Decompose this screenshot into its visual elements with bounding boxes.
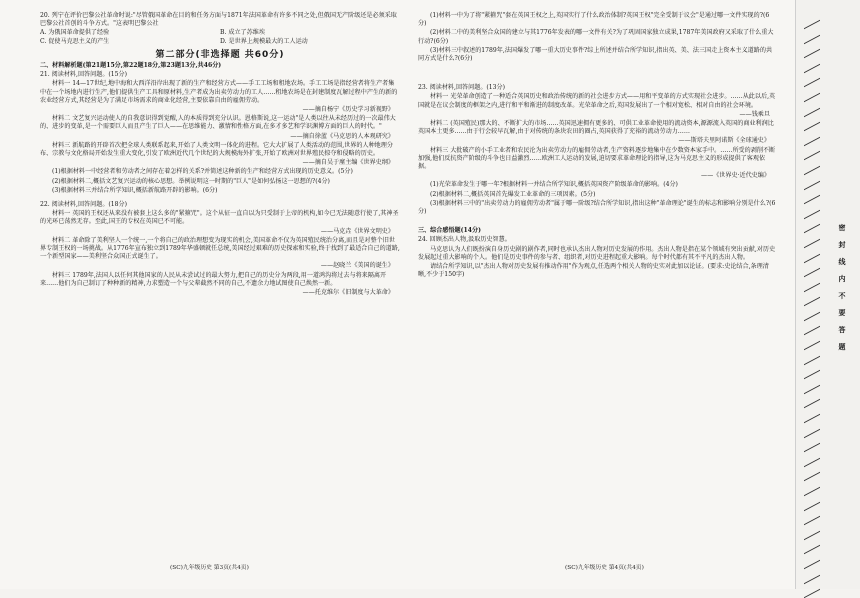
q22-material2-source: ——赵晓兰《美国的诞生》 bbox=[320, 262, 394, 270]
binding-char: 不 bbox=[838, 292, 846, 300]
q21-material1: 材料一 14—17世纪,地中海和大西洋沿岸出现了新的生产和经营方式——手工工场和租地农场。手工工场是指经营者将生产者集中在一个场地内进行生产,他们提供生产工具和原材料,生产者成为出卖劳动力的工人……租地农场是在封建制度瓦解过程中产生的新的农业经营方式,其经营是为了满足市场需求的商业化经营,主要依靠自由的雇佣劳动。 bbox=[40, 80, 398, 104]
left-column bbox=[40, 12, 400, 298]
q21-question1: (1)根据材料一中经营者和劳动者之间存在着怎样的关系?并简述这种新的生产和经营方式出现的历史意义。(5分) bbox=[52, 168, 353, 176]
q22-material2: 材料二 革命除了美利坚人一个统一,一个将自己的政治理想变为现实的机会,美国革命不仅为英国殖民统治分离,而且是对整个旧世界专制王权的一场挑战。从1776年宣布独立到1789年华盛顿就任总统,美国经过艰难的历史探索和实验,终于找到了最适合自己的道路,一个新型国家——美利坚合众国正式诞生了。 bbox=[40, 236, 400, 261]
section3-heading: 三、综合感悟题(14分) bbox=[418, 227, 481, 235]
section2-heading: 二、材料解析题(第21题15分,第22题18分,第23题13分,共46分) bbox=[40, 62, 222, 70]
q23-material3-source: ——《世界史·近代史编》 bbox=[701, 172, 770, 180]
binding-char: 线 bbox=[838, 258, 846, 266]
q20-option-a: A. 为俄国革命提供了经验 bbox=[40, 29, 110, 37]
q22-material3-source: ——托克维尔《旧制度与大革命》 bbox=[302, 289, 394, 297]
q23-material2-source: ——斯塔夫里阿诺斯《全球通史》 bbox=[678, 137, 770, 145]
q20-option-b: B. 成立了苏维埃 bbox=[220, 29, 265, 37]
q21-question2: (2)根据材料二,概括文艺复兴运动的核心思想。举例说明这一时期的"巨人"是如何弘扬这一思想的?(4分) bbox=[52, 177, 330, 185]
q23-question2: (2)根据材料二,概括英国首先爆发工业革命的三项因素。(5分) bbox=[430, 190, 596, 198]
q22-question1: (1)材料一中为了将"紧箍咒"套在英国王权之上,英国实行了什么政治体制?英国王权"完全受制于议会"是通过哪一文件实现的?(6分) bbox=[418, 12, 770, 28]
binding-char: 密 bbox=[838, 224, 846, 232]
q22-stem: 22. 阅读材料,回答问题。(18分) bbox=[40, 201, 128, 209]
q21-question3: (3)根据材料三并结合所学知识,概括新航路开辟的影响。(6分) bbox=[52, 186, 218, 194]
q23-material1: 材料一 光荣革命创造了一种适合英国历史和政治传统的新的社会进步方式——用和平变革的方式实现社会进步。……从此以后,英国就是在议会制度的框架之内,进行和平和渐进的制度改革。光荣革命之后,英国发展出了一个相对宽松、相对自由的社会环境。 bbox=[418, 93, 776, 109]
q24-task: 请结合所学知识,以"杰出人物对历史发展有推动作用"作为观点,任选两个相关人物的史实对此加以论证。(要求:史论结合,条理清晰,不少于150字) bbox=[418, 263, 769, 279]
q24-text: 马克思认为人们既扮演自身历史剧的剧作者,同时也承认杰出人物对历史发展的作用。杰出人物是指在某个领域有突出贡献,对历史发展起过重大影响的个人。他们是历史事件的参与者、组织者,对历史进程起重大影响。每个时代都有其不平凡的杰出人物。 bbox=[418, 245, 776, 261]
q20-options bbox=[40, 29, 400, 45]
q22-material3: 材料三 1789年,法国人以任何其他国家的人民从未尝试过的最大努力,把自己的历史分为两段,用一道鸿沟将过去与将来隔离开来……他们为自己制订了种种新的精神,力求塑造一个与父辈截然不同的自己,不遗余力地试图使自己焕然一新。 bbox=[40, 271, 387, 287]
binding-warning bbox=[836, 220, 848, 356]
q23-question1: (1)光荣革命发生于哪一年?根据材料一并结合所学知识,概括英国资产阶级革命的影响。(4分) bbox=[430, 181, 678, 189]
binding-char: 题 bbox=[838, 343, 846, 351]
q21-material2-source: ——摘自徐蓝《马克思的人本观研究》 bbox=[290, 132, 394, 140]
binding-char: 内 bbox=[838, 275, 846, 283]
q23-question3: (3)根据材料三中的"出卖劳动力的雇佣劳动者"属于哪一阶级?结合所学知识,指出这种"革命理论"诞生的标志和影响分别是什么?(6分) bbox=[418, 199, 776, 216]
page-footer-right: (SC)九年级历史 第4页(共4页) bbox=[565, 565, 644, 571]
binding-char: 答 bbox=[838, 326, 846, 334]
binding-char: 要 bbox=[838, 309, 846, 317]
page-footer-left: (SC)九年级历史 第3页(共4页) bbox=[170, 565, 249, 571]
q23-material1-source: ——钱乘旦 bbox=[739, 110, 770, 118]
q21-material2: 材料二 文艺复兴运动使人的自我意识得到觉醒,人的本质得到充分认识。恩格斯说,这一运动"是人类以往从未经历过的一次最伟大的、进步的变革,是一个需要巨人而且产生了巨人——在思维能力、激情和性格方面,在多才多艺和学识渊博方面的巨人的时代。" bbox=[40, 115, 396, 131]
binding-margin bbox=[795, 0, 860, 589]
q20-option-c: C. 促使马克思主义的产生 bbox=[40, 37, 110, 45]
q22-question3: (3)材料三中叙述的1789年,法国爆发了哪一重大历史事件?综上所述并结合所学知识,指出英、美、法三国走上资本主义道路的共同方式是什么?(6分) bbox=[418, 46, 773, 63]
q22-material1: 材料一 英国的王权还从来没有被套上这么多的"紧箍咒"。这个从征一直自以为只受制于上帝的机构,如今已无法随意行使了,其神圣的光环已荡然无存。至此,国王的专权在英国已不可能。 bbox=[40, 210, 399, 226]
q23-stem: 23. 阅读材料,回答问题。(13分) bbox=[418, 84, 506, 92]
q24-stem: 24. 回顾杰出人物,汲取历史智慧。 bbox=[418, 236, 511, 244]
q23-material3: 材料三 大批破产的小手工业者和农民沦为出卖劳动力的雇佣劳动者,生产资料逐步地集中在少数资本家手中。……所受的剥削不断加强,他们反抗资产阶级的斗争也日益激烈……欧洲工人运动的发展,迫切要求革命理论的指导,这为马克思主义的形成提供了客观依据。 bbox=[418, 146, 776, 171]
q21-material3-source: ——摘自吴于廑主编《世界史纲》 bbox=[302, 159, 394, 167]
right-column bbox=[418, 12, 776, 280]
binding-char: 封 bbox=[838, 241, 846, 249]
q22-material1-source: ——马克垚《世界文明史》 bbox=[320, 227, 394, 235]
q21-material1-source: ——摘自杨宁《历史学习新视野》 bbox=[302, 106, 394, 114]
q23-material2: 材料二 (英国殖民)那大的、不断扩大的市场……英国迅速拥有更多的、可供工业革命使用的流动资本,源源流入英国的商业利润比英国本土更多……由于行会较早瓦解,由于对传统的条块农田的圈占,英国获得了充裕的流动劳动力…… bbox=[418, 120, 774, 136]
q21-stem: 21. 阅读材料,回答问题。(15分) bbox=[40, 71, 128, 79]
q20-option-d: D. 是世界上规模最大的工人运动 bbox=[220, 37, 308, 45]
q21-material3: 材料三 新航路的开辟首次把全球人类联系起来,开始了人类文明一体化的进程。它大大扩展了人类活动的范围,世界的人种地理分布、宗教与文化格局开始发生重大变化,引发了欧洲近代几个世纪的大规模海外扩张,开始了欧洲对世界殖民掠夺和侵略的历史。 bbox=[40, 141, 393, 158]
q20-stem: 20. 列宁在评价巴黎公社革命时说:"尽管俄国革命在目的和任务方面与1871年法国革命有许多不同之处,但俄国无产阶级还是必须采取巴黎公社首创的斗争方式。"这表明巴黎公社 bbox=[40, 12, 397, 28]
part2-title: 第二部分(非选择题 共60分) bbox=[155, 49, 285, 60]
q22-question2: (2)材料二中的美利坚合众国的建立与其1776年发表的哪一文件有关?为了巩固国家独立成果,1787年美国政府又采取了什么重大行动?(6分) bbox=[418, 29, 774, 45]
binding-hatch bbox=[804, 12, 828, 582]
